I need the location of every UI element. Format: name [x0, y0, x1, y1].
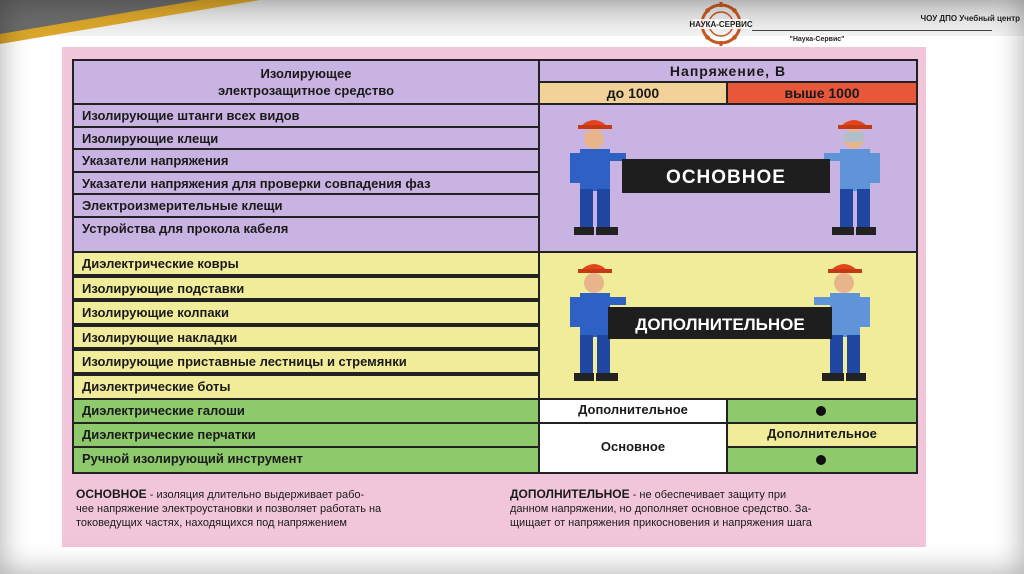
workers-basic-illustration [540, 105, 916, 251]
col-left-header [72, 59, 540, 105]
galoshi-low-cell: Дополнительное [538, 398, 728, 424]
col-left-header-line1: Изолирующее [260, 66, 352, 81]
table-row: Указатели напряжения для проверки совпадения фаз [72, 171, 540, 196]
table-row: Изолирующие приставные лестницы и стремянки [72, 349, 540, 374]
table-row: Диэлектрические ковры [72, 251, 540, 276]
table-row: Изолирующие штанги всех видов [72, 103, 540, 128]
banner-basic-text: ОСНОВНОЕ [666, 167, 786, 188]
table-row: Ручной изолирующий инструмент [72, 446, 540, 474]
table-row: Указатели напряжения [72, 148, 540, 173]
nauka-servis-logo [689, 2, 753, 46]
banner-additional-text: ДОПОЛНИТЕЛЬНОЕ [635, 315, 805, 334]
table-row: Изолирующие колпаки [72, 300, 540, 325]
note-basic-line2: чее напряжение электроустановки и позволяет работать на [76, 503, 382, 515]
note-basic-line3: токоведущих частях, находящихся под напряжением [76, 517, 347, 529]
black-dot-icon [816, 406, 826, 416]
org-name: "Наука-Сервис" [789, 36, 845, 43]
workers-additional-illustration [540, 253, 916, 398]
voltage-high-header: выше 1000 [726, 81, 918, 105]
note-additional [510, 487, 920, 530]
protective-equipment-table [72, 59, 918, 479]
note-additional-line1: - не обеспечивает защиту при [629, 489, 787, 501]
col-right-header: Напряжение, В [538, 59, 918, 83]
note-additional-term: ДОПОЛНИТЕЛЬНОЕ [510, 487, 630, 501]
gloves-high-cell: Дополнительное [726, 422, 918, 448]
table-row: Диэлектрические перчатки [72, 422, 540, 448]
slide-image-board [62, 47, 926, 547]
tool-high-cell [726, 446, 918, 474]
table-row: Изолирующие клещи [72, 126, 540, 151]
table-row: Изолирующие подставки [72, 276, 540, 301]
basic-illustration-cell [538, 103, 918, 253]
additional-illustration-cell [538, 251, 918, 400]
note-basic-line1: - изоляция длительно выдерживает рабо- [146, 489, 365, 501]
note-additional-line3: щищает от напряжения прикосновения и напряжения шага [510, 517, 812, 529]
galoshi-high-cell [726, 398, 918, 424]
table-row: Устройства для прокола кабеля [72, 216, 540, 253]
note-basic-term: ОСНОВНОЕ [76, 487, 147, 501]
table-row: Изолирующие накладки [72, 325, 540, 350]
note-additional-line2: данном напряжении, но дополняет основное средство. За- [510, 503, 812, 515]
table-row: Диэлектрические боты [72, 374, 540, 400]
gray-wedge-decoration [0, 0, 200, 34]
black-dot-icon [816, 455, 826, 465]
table-row: Электроизмерительные клещи [72, 193, 540, 218]
brand-divider [752, 30, 992, 31]
table-row: Диэлектрические галоши [72, 398, 540, 424]
org-line: ЧОУ ДПО Учебный центр [920, 14, 1020, 23]
gloves-low-cell: Основное [538, 422, 728, 474]
note-basic [76, 487, 506, 530]
voltage-low-header: до 1000 [538, 81, 728, 105]
col-left-header-line2: электрозащитное средство [217, 83, 395, 98]
logo-text: НАУКА-СЕРВИС [689, 20, 753, 29]
